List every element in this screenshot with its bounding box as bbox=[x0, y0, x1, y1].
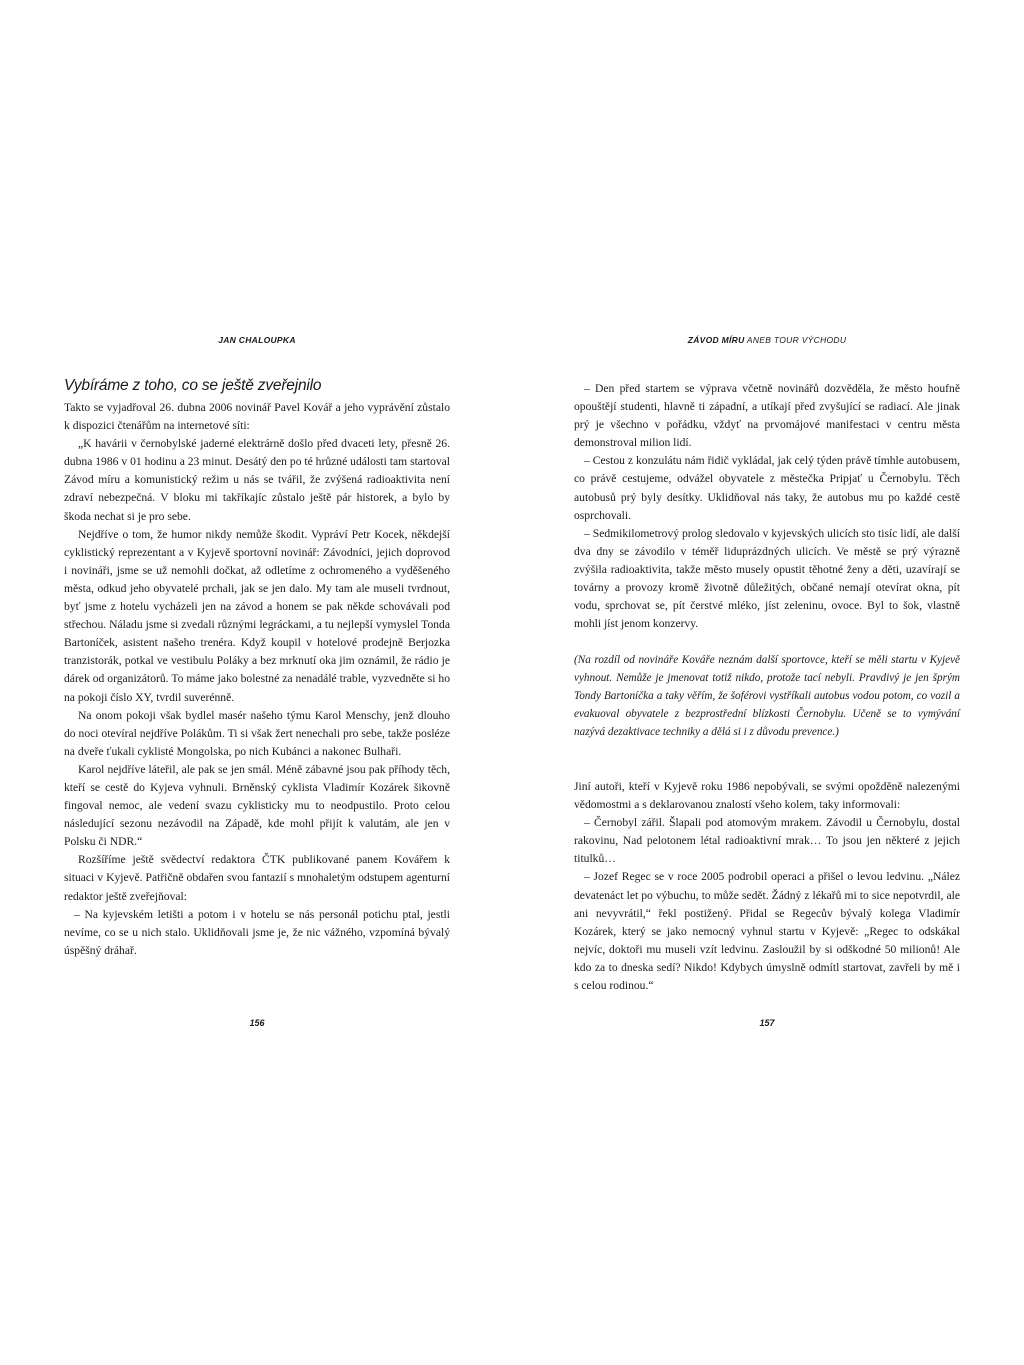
paragraph: – Jozef Regec se v roce 2005 podrobil operaci a přišel o levou ledvinu. „Nález devatenáct let po výbuchu, to může sedět. Žádný z lékařů mi to sice nepotvrdil, ale ani nevyvrátil,“ řekl postižený. Přidal se Regecův bývalý kolega Vladimír Kozárek, který se jako nemocný vyhnul startu v Kyjevě: „Regec to odskákal nejvíc, doktoři mu museli vzít ledvinu. Zasloužil by si odškodné 50 milionů! Ale kdo za to dneska sedí? Nikdo! Kdybych úmyslně odmítl startovat, zavřeli by mě i s celou rodinou.“ bbox=[574, 870, 960, 993]
right-body-text-top bbox=[574, 380, 960, 633]
page-number: 156 bbox=[249, 1018, 265, 1028]
right-page bbox=[574, 0, 960, 1365]
paragraph: Takto se vyjadřoval 26. dubna 2006 novinář Pavel Kovář a jeho vyprávění zůstalo k dispozici čtenářům na internetové síti: bbox=[64, 401, 450, 433]
section-title: Vybíráme z toho, co se ještě zveřejnilo bbox=[64, 377, 322, 394]
running-head-title bbox=[574, 335, 960, 345]
paragraph: – Na kyjevském letišti a potom i v hotelu se nás personál potichu ptal, jestli nevíme, co se u nich stalo. Uklidňovali jsme je, že nic vážného, vzpomíná bývalý úspěšný dráhař. bbox=[64, 907, 450, 957]
paragraph: Jiní autoři, kteří v Kyjevě roku 1986 nepobývali, se svými opožděně nalezenými vědomostmi a s deklarovanou znalostí všeho kolem, taky informovali: bbox=[574, 780, 960, 812]
author-note bbox=[574, 651, 960, 741]
paragraph: Rozšíříme ještě svědectví redaktora ČTK publikované panem Kovářem k situaci v Kyjevě. Patřičně obdařen svou fantazií s mnohaletým odstupem agenturní redaktor ještě zveřejňoval: bbox=[64, 853, 450, 903]
right-body-text-bottom bbox=[574, 778, 960, 995]
paragraph: Nejdříve o tom, že humor nikdy nemůže škodit. Vypráví Petr Kocek, někdejší cyklistický reprezentant a v Kyjevě sportovní novinář: Závodníci, jejich doprovod i novináři, jsme se už nemohli dočkat, až odletíme z ochromeného a vyděšeného města, odkud jeho obyvatelé prchali, jak se jen dalo. My tam ale museli tvrdnout, byť jsme z hotelu vycházeli jen na závod a honem se pak někde schovávali pod střechou. Náladu jsme si zvedali různými legráckami, a tu nejlepší vymyslel Tonda Bartoníček, asistent našeho trenéra. Když koupil v hotelové prodejně Berjozka tranzistorák, potkal ve vestibulu Poláky a bez mrknutí oka jim oznámil, že rádio je dárek od organizátorů. To máme jako bolestné za nenadálé trable, vyzvedněte si ho na pokoji číslo XY, tvrdil suverénně. bbox=[64, 527, 450, 704]
paragraph: Na onom pokoji však bydlel masér našeho týmu Karol Menschy, jenž dlouho do noci otevíral nejdříve Polákům. Ti si však žert nenechali pro sebe, takže posléze na dveře ťukali cyklisté Mongolska, po nich Kubánci a nakonec Bulhaři. bbox=[64, 708, 450, 758]
paragraph: „K havárii v černobylské jaderné elektrárně došlo před dvaceti lety, přesně 26. dubna 1986 v 01 hodinu a 23 minut. Desátý den po té hrůzné události tam startoval Závod míru a komunistický režim u nás se tvářil, že zvýšená radioaktivita není zdraví nebezpečná. V bloku mi takříkajíc zůstalo ještě pár historek, a bylo by škoda nechat si je pro sebe. bbox=[64, 437, 450, 523]
paragraph: – Sedmikilometrový prolog sledovalo v kyjevských ulicích sto tisíc lidí, ale další dva dny se závodilo v téměř liduprázdných ulicích. Ve městě se prý výrazně zvýšila radioaktivita, takže město musely opustit těhotné ženy a děti, uzavírají se továrny a provozy kromě životně důležitých, občané nemají otevírat okna, pít vodu, sprchovat se, pít čerstvé mléko, jíst zeleninu, ovoce. Byl to šok, vlastně mohli jíst jenom konzervy. bbox=[574, 526, 960, 631]
paragraph: Karol nejdříve láteřil, ale pak se jen smál. Méně zábavné jsou pak příhody těch, kteří se cestě do Kyjeva vyhnuli. Brněnský cyklista Vladimír Kozárek šikovně fingoval nemoc, ale vedení svazu cyklisticky mu to neodpustilo. Proto celou následující sezonu nezávodil na Západě, kde mohl přijít k valutám, ale jen v Polsku či NDR.“ bbox=[64, 762, 450, 849]
page-number: 157 bbox=[759, 1018, 775, 1028]
running-head-author: JAN CHALOUPKA bbox=[218, 335, 296, 345]
paragraph: – Den před startem se výprava včetně novinářů dozvěděla, že město houfně opouštějí studenti, hlavně ti západní, a utíkají před zvyšující se radiací. Ale jinak prý je všechno v pořádku, vždyť na prvomájové manifestaci v centru města demonstroval milion lidí. bbox=[574, 382, 960, 450]
running-head-title-bold: ZÁVOD MÍRU bbox=[687, 335, 745, 345]
paragraph: – Cestou z konzulátu nám řidič vykládal, jak celý týden právě tímhle autobusem, co právě cestujeme, odvážel obyvatele z městečka Pripjať u Černobylu. Těch autobusů prý byly desítky. Uklidňoval nás taky, že autobus mu po každé cestě osprchovali. bbox=[574, 454, 960, 522]
left-body-text bbox=[64, 399, 450, 960]
running-head-title-subtitle: ANEB TOUR VÝCHODU bbox=[744, 335, 847, 345]
left-page bbox=[64, 0, 450, 1365]
paragraph: – Černobyl zářil. Šlapali pod atomovým mrakem. Závodil u Černobylu, dostal rakovinu, Nad pelotonem létal radioaktivní mrak… To jsou jen některé z jejich titulků… bbox=[574, 816, 960, 866]
italic-note-text: (Na rozdíl od novináře Kováře neznám další sportovce, kteří se měli startu v Kyjevě vyhnout. Nemůže je jmenovat totiž nikdo, protože tací nebyli. Pravdivý je jen šprým Tondy Bartoníčka a taky věřím, že šoférovi vystříkali autobus vodou potom, co vozil a evakuoval obyvatele z bezprostřední blízkosti Černobylu. Učeně se to vymývání nazývá dezaktivace techniky a dělá si i z důvodu prevence.) bbox=[574, 654, 960, 739]
